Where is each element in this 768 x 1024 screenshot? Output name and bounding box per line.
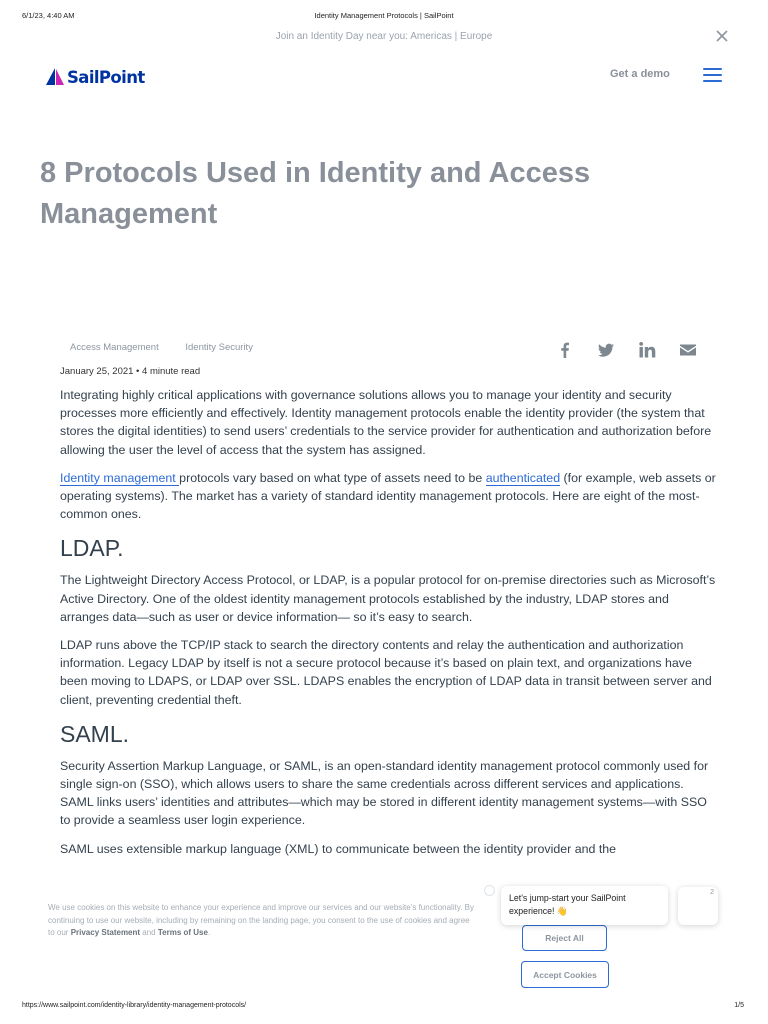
tag-access-management[interactable]: Access Management xyxy=(70,342,159,353)
protocols-text: protocols vary based on what type of assets need to be xyxy=(179,470,486,485)
ldap-paragraph-1: The Lightweight Directory Access Protocol, or LDAP, is a popular protocol for on-premise directories such as Microsoft’s Active Directory. One of the oldest identity management protocols established by the industry, LDAP stores and arranges data—such as user or device information— so it’s easy to search. xyxy=(60,573,716,624)
menu-icon[interactable] xyxy=(703,68,722,83)
ldap-paragraph-2: LDAP runs above the TCP/IP stack to search the directory contents and relay the authentication and authorization information. Legacy LDAP by itself is not a secure protocol because it’s based on plain text, and organizations have been moving to LDAPS, or LDAP over SSL. LDAPS enables the encryption of LDAP data in transit between server and client, preventing credential theft. xyxy=(60,638,712,707)
share-links xyxy=(556,341,697,359)
cookie-and: and xyxy=(140,928,158,937)
identity-management-link[interactable]: Identity management xyxy=(60,470,180,485)
ldap-heading: LDAP. xyxy=(60,535,124,562)
chat-launcher-button[interactable] xyxy=(678,887,718,925)
cookie-end: . xyxy=(207,928,211,937)
print-datetime: 6/1/23, 4:40 AM xyxy=(22,11,75,20)
chat-bubble[interactable]: Let's jump-start your SailPoint experience! 👋 xyxy=(501,886,668,925)
article-date-read: January 25, 2021 • 4 minute read xyxy=(60,366,201,377)
facebook-icon[interactable] xyxy=(556,341,574,359)
terms-of-use-link[interactable]: Terms of Use xyxy=(157,928,208,937)
saml-paragraph-2: SAML uses extensible markup language (XML) to communicate between the identity provider and the xyxy=(60,841,617,856)
reject-all-button[interactable]: Reject All xyxy=(522,925,607,951)
article-tags xyxy=(70,342,277,353)
article-body xyxy=(60,386,720,868)
linkedin-icon[interactable] xyxy=(638,341,656,359)
cookie-message: We use cookies on this website to enhance your experience and improve our services and our website’s functionality. By continuing to use our website, including by remaining on the landing page, you consent to the use of cookies and agree to our xyxy=(48,903,475,937)
protocols-text-end: (for example, web assets or operating systems). The market has a variety of standard identity management protocols. Here are eight of the most-common ones. xyxy=(60,470,716,522)
tag-identity-security[interactable]: Identity Security xyxy=(185,342,253,353)
print-page-title: Identity Management Protocols | SailPoint xyxy=(314,11,454,20)
authenticated-link[interactable]: authenticated xyxy=(485,470,561,485)
sailpoint-logo[interactable] xyxy=(44,64,145,90)
twitter-icon[interactable] xyxy=(597,341,615,359)
email-icon[interactable] xyxy=(679,341,697,359)
saml-paragraph-1: Security Assertion Markup Language, or SAML, is an open-standard identity management protocol commonly used for single sign-on (SSO), which allows users to share the same credentials across different services and applications. SAML links users’ identities and attributes—which may be stored in different identity management systems—with SSO to provide a seamless user login experience. xyxy=(60,758,709,828)
chat-badge: 2 xyxy=(710,889,714,896)
announcement-bar[interactable]: Join an Identity Day near you: Americas | Europe xyxy=(275,31,493,42)
saml-heading: SAML. xyxy=(60,720,130,747)
cookie-text xyxy=(48,902,478,940)
logo-text: SailPoint xyxy=(67,67,145,87)
print-page-number: 1/5 xyxy=(734,1002,744,1009)
protocols-paragraph xyxy=(60,469,720,524)
accept-cookies-button[interactable]: Accept Cookies xyxy=(521,961,609,988)
chat-dismiss-dot[interactable] xyxy=(484,885,495,896)
close-icon[interactable] xyxy=(714,28,730,44)
intro-paragraph: Integrating highly critical applications with governance solutions allows you to manage your identity and security processes more efficiently and effectively. Identity management protocols enable the identity provider (the system that stores the digital identities) to send users’ credentials to the service provider for authentication and authorization before allowing the user the level of access that the system has assigned. xyxy=(60,388,712,457)
print-header xyxy=(0,11,768,23)
print-url: https://www.sailpoint.com/identity-library/identity-management-protocols/ xyxy=(22,1002,247,1009)
get-demo-link[interactable]: Get a demo xyxy=(610,68,670,80)
sailpoint-logo-icon xyxy=(44,66,66,88)
article-title: 8 Protocols Used in Identity and Access Management xyxy=(40,157,591,230)
privacy-statement-link[interactable]: Privacy Statement xyxy=(70,928,141,937)
